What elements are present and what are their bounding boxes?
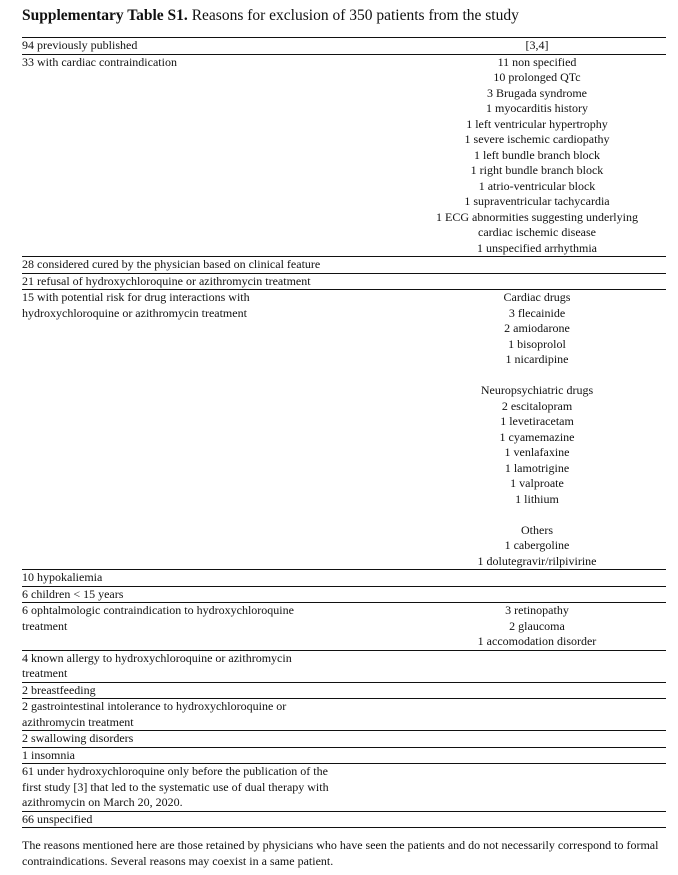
reason-details xyxy=(378,683,666,699)
table-row xyxy=(22,290,666,570)
exclusion-reason: 66 unspecified xyxy=(22,811,93,826)
detail-item: 1 unspecified arrhythmia xyxy=(477,240,597,255)
reason-details xyxy=(378,731,666,747)
detail-item: 1 supraventricular tachycardia xyxy=(464,194,610,208)
exclusion-reason: 33 with cardiac contraindication xyxy=(22,54,177,69)
detail-item: cardiac ischemic disease xyxy=(478,225,596,239)
exclusion-table xyxy=(22,37,666,828)
detail-item: 1 accomodation disorder xyxy=(477,634,597,648)
reason-details xyxy=(378,603,666,650)
table-title xyxy=(22,7,519,25)
reason-details xyxy=(378,748,666,764)
table-row xyxy=(22,55,666,258)
exclusion-reason: 21 refusal of hydroxychloroquine or azithromycin treatment xyxy=(22,273,311,288)
detail-item: 1 bisoprolol xyxy=(508,336,566,351)
table-row xyxy=(22,748,666,765)
detail-item: 3 Brugada syndrome xyxy=(487,85,587,100)
reason-details xyxy=(378,651,666,682)
exclusion-reason: 6 ophtalmologic contraindication to hydroxychloroquine treatment xyxy=(22,603,294,633)
reason-details xyxy=(378,257,666,273)
exclusion-reason: 2 breastfeeding xyxy=(22,682,96,697)
table-row xyxy=(22,764,666,812)
detail-item: 2 amiodarone xyxy=(504,321,570,335)
detail-item: 1 ECG abnormities suggesting underlying xyxy=(436,209,638,224)
table-row xyxy=(22,570,666,587)
detail-item: 1 right bundle branch block xyxy=(470,163,604,177)
exclusion-reason: 10 hypokaliemia xyxy=(22,570,103,584)
table-row xyxy=(22,587,666,604)
table-label: Supplementary Table S1. xyxy=(22,7,188,24)
exclusion-reason: 2 swallowing disorders xyxy=(22,731,134,745)
detail-item: 1 cyamemazine xyxy=(499,429,575,444)
table-row xyxy=(22,603,666,651)
detail-item: 1 valproate xyxy=(510,476,564,490)
table-row xyxy=(22,257,666,274)
detail-item: Others xyxy=(521,522,553,537)
detail-item: 2 escitalopram xyxy=(501,398,573,413)
exclusion-reason: 28 considered cured by the physician based on clinical feature xyxy=(22,257,321,271)
detail-item: 2 glaucoma xyxy=(509,618,565,633)
detail-item: 1 lamotrigine xyxy=(504,460,570,475)
detail-item: 10 prolonged QTc xyxy=(493,70,581,84)
table-row xyxy=(22,274,666,291)
table-row xyxy=(22,683,666,700)
table-footnote: The reasons mentioned here are those retained by physicians who have seen the patients and do not necessarily correspond to formal contraindications. Several reasons may coexist in a same patient. xyxy=(22,838,659,868)
exclusion-reason: 15 with potential risk for drug interactions with hydroxychloroquine or azithromycin treatment xyxy=(22,290,250,320)
spacer xyxy=(408,368,666,384)
exclusion-reason: 2 gastrointestinal intolerance to hydroxychloroquine or azithromycin treatment xyxy=(22,699,287,729)
exclusion-reason: 6 children < 15 years xyxy=(22,586,124,601)
reason-details xyxy=(378,290,666,569)
spacer xyxy=(408,507,666,523)
detail-item: 1 left bundle branch block xyxy=(474,147,600,162)
detail-item: 3 flecainide xyxy=(508,305,566,320)
reason-details xyxy=(378,764,666,811)
detail-item: 1 nicardipine xyxy=(505,352,569,366)
detail-item: 1 lithium xyxy=(515,491,559,506)
detail-item: 1 cabergoline xyxy=(504,538,570,552)
table-row xyxy=(22,812,666,829)
table-row xyxy=(22,699,666,731)
table-row xyxy=(22,731,666,748)
table-caption: Reasons for exclusion of 350 patients from the study xyxy=(187,7,519,24)
detail-item: 11 non specified xyxy=(497,54,577,69)
detail-item: 3 retinopathy xyxy=(505,603,569,617)
detail-item: 1 levetiracetam xyxy=(500,414,574,428)
detail-item: 1 atrio-ventricular block xyxy=(478,178,596,193)
detail-item: Neuropsychiatric drugs xyxy=(480,383,594,397)
exclusion-reason: 94 previously published xyxy=(22,38,138,52)
exclusion-reason: 4 known allergy to hydroxychloroquine or azithromycin treatment xyxy=(22,650,292,680)
detail-item: 1 severe ischemic cardiopathy xyxy=(464,132,610,146)
reason-details xyxy=(378,812,666,828)
reason-details xyxy=(378,570,666,586)
detail-item: Cardiac drugs xyxy=(503,290,571,304)
table-row xyxy=(22,38,666,55)
table-row xyxy=(22,651,666,683)
reason-details xyxy=(378,587,666,603)
detail-item: 1 venlafaxine xyxy=(504,445,570,459)
reason-details xyxy=(378,274,666,290)
detail-item: 1 myocarditis history xyxy=(486,101,588,115)
reason-details xyxy=(378,38,666,54)
exclusion-reason: 1 insomnia xyxy=(22,747,75,762)
reason-details xyxy=(378,699,666,730)
detail-item: 1 left ventricular hypertrophy xyxy=(466,116,608,131)
detail-item: 1 dolutegravir/rilpivirine xyxy=(477,553,597,568)
exclusion-reason: 61 under hydroxychloroquine only before the publication of the first study [3] that led to the systematic use of dual therapy with azithromycin on March 20, 2020. xyxy=(22,764,329,809)
reason-details xyxy=(378,55,666,257)
detail-item: [3,4] xyxy=(525,38,549,52)
